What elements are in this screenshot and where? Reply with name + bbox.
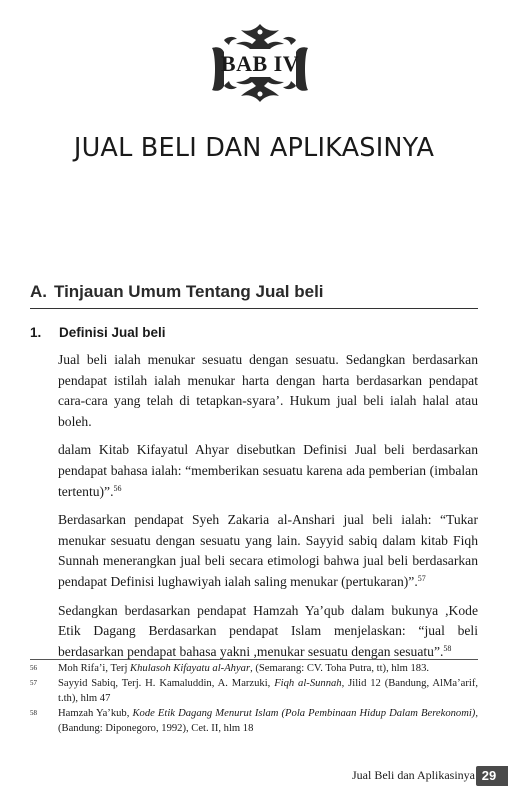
- footnote: [30, 677, 478, 706]
- footnote: [30, 662, 478, 676]
- footnote: [30, 707, 478, 736]
- paragraph: Jual beli ialah menukar sesuatu dengan sesuatu. Sedangkan berdasarkan pendapat istilah ialah menukar harta dengan harta berdasarkan pendapat cara-cara yang telah di tetapkan-syara’. Hukum jual beli ialah halal atau boleh.: [58, 352, 478, 429]
- section-divider: [30, 308, 478, 309]
- section-heading: [30, 282, 478, 302]
- footnote-text: Sayyid Sabiq, Terj. H. Kamaluddin, A. Marzuki, Fiqh al-Sunnah, Jilid 12 (Bandung, AlMa’arif, t.th), hlm 47: [58, 678, 478, 704]
- footnote-number: 58: [30, 709, 37, 718]
- running-footer-title: Jual Beli dan Aplikasinya: [352, 768, 475, 782]
- footnote-text: Moh Rifa’i, Terj Khulasoh Kifayatu al-Ahyar, (Semarang: CV. Toha Putra, tt), hlm 183.: [58, 663, 430, 674]
- footnote-ref: 57: [417, 573, 426, 583]
- body-text: [58, 350, 478, 670]
- paragraph: Sedangkan berdasarkan pendapat Hamzah Ya’qub dalam bukunya ,Kode Etik Dagang Berdasarkan pendapat Islam menjelaskan: “jual beli berdasarkan pendapat bahasa yakni ,menukar sesuatu dengan sesuatu”.$^{58}$: [58, 602, 478, 659]
- subsection-heading: [30, 325, 166, 340]
- paragraph: dalam Kitab Kifayatul Ahyar disebutkan Definisi Jual beli berdasarkan pendapat bahasa ialah: “memberikan sesuatu karena ada pemberian (imbalan tertentu)”.$^{56}$: [58, 442, 478, 499]
- subsection-title: Definisi Jual beli: [59, 325, 166, 340]
- page-number: 29: [481, 768, 497, 783]
- subsection-number: 1.: [30, 325, 42, 340]
- footnote-number: 57: [30, 679, 37, 688]
- footnote-text: Hamzah Ya’kub, Kode Etik Dagang Menurut Islam (Pola Pembinaan Hidup Dalam Berekonomi), (Bandung: Diponegoro, 1992), Cet. II, hlm 18: [58, 708, 478, 734]
- paragraph: Berdasarkan pendapat Syeh Zakaria al-Anshari jual beli ialah: “Tukar menukar sesuatu dengan sesuatu yang lain. Sayyid sabiq dalam kitab Fiqh Sunnah menerangkan jual beli secara etimologi bahwa jual beli berdasarkan pendapat Definisi lughawiyah ialah saling menukar (pertukaran)”.$^{57}$: [58, 512, 478, 589]
- footnote-ref: 56: [113, 483, 122, 493]
- footnote-ref: 58: [443, 643, 452, 653]
- chapter-title: JUAL BELI DAN APLIKASINYA: [73, 133, 435, 164]
- footnote-number: 56: [30, 664, 37, 672]
- section-number: A.: [30, 282, 47, 301]
- footnotes: [30, 662, 478, 737]
- footnote-divider: [30, 659, 478, 660]
- chapter-label: BAB IV: [220, 51, 300, 76]
- section-title: Tinjauan Umum Tentang Jual beli: [54, 282, 324, 301]
